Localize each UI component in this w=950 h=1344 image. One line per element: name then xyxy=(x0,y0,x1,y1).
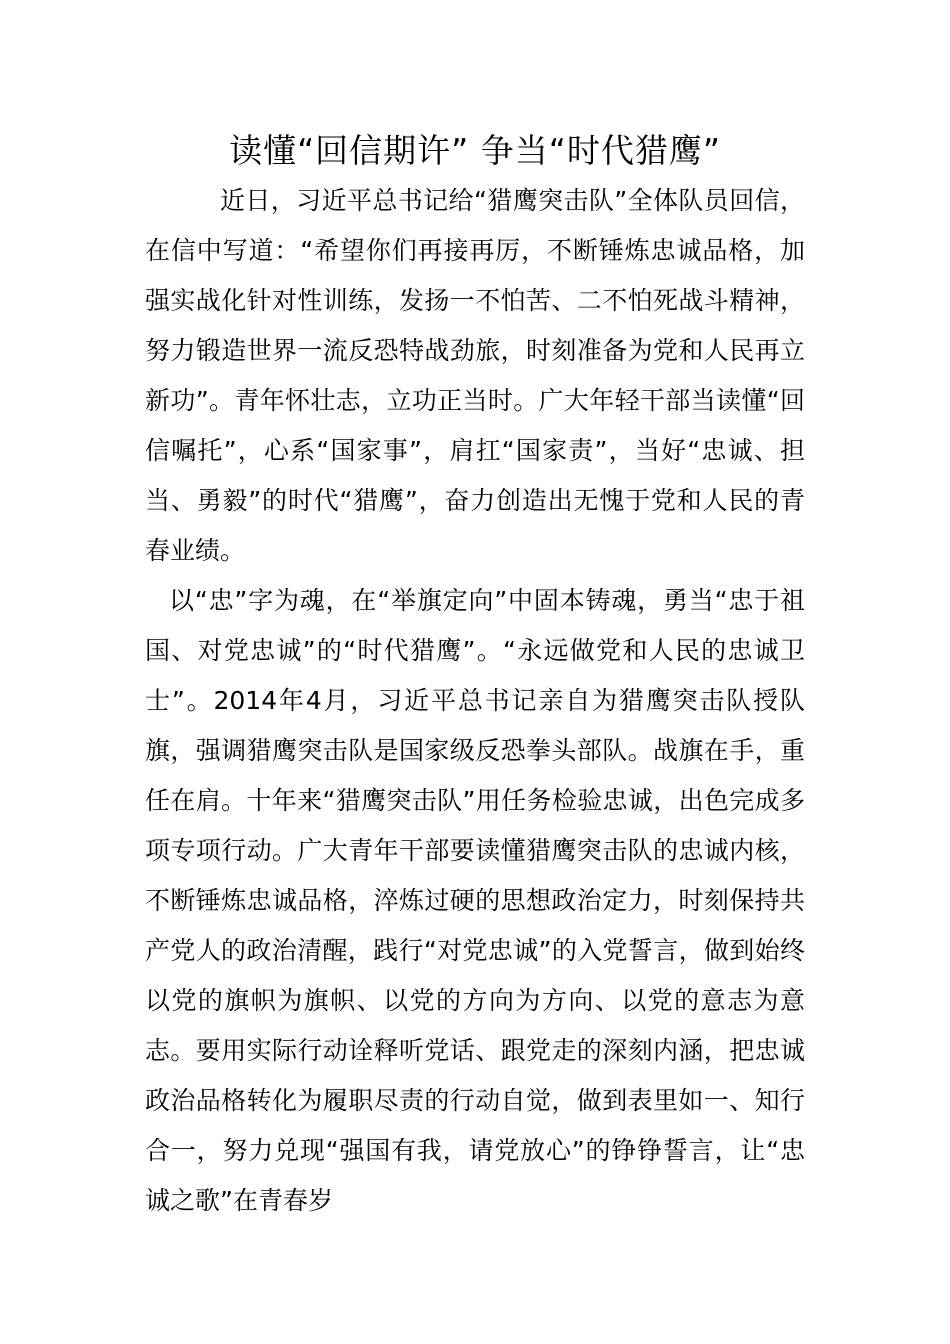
document-body xyxy=(145,176,805,1226)
paragraph-loyalty: 以“忠”字为魂，在“举旗定向”中固本铸魂，勇当“忠于祖国、对党忠诚”的“时代猎鹰”。“永远做党和人民的忠诚卫士”。2014年4月，习近平总书记亲自为猎鹰突击队授队旗，强调猎鹰突击队是国家级反恐拳头部队。战旗在手，重任在肩。十年来“猎鹰突击队”用任务检验忠诚，出色完成多项专项行动。广大青年干部要读懂猎鹰突击队的忠诚内核，不断锤炼忠诚品格，淬炼过硬的思想政治定力，时刻保持共产党人的政治清醒，践行“对党忠诚”的入党誓言，做到始终以党的旗帜为旗帜、以党的方向为方向、以党的意志为意志。要用实际行动诠释听党话、跟党走的深刻内涵，把忠诚政治品格转化为履职尽责的行动自觉，做到表里如一、知行合一，努力兑现“强国有我，请党放心”的铮铮誓言，让“忠诚之歌”在青春岁 xyxy=(145,586,805,1215)
paragraph-intro: 近日，习近平总书记给“猎鹰突击队”全体队员回信，在信中写道：“希望你们再接再厉，不断锤炼忠诚品格，加强实战化针对性训练，发扬一不怕苦、二不怕死战斗精神，努力锻造世界一流反恐特战劲旅，时刻准备为党和人民再立新功”。青年怀壮志，立功正当时。广大年轻干部当读懂“回信嘱托”，心系“国家事”，肩扛“国家责”，当好“忠诚、担当、勇毅”的时代“猎鹰”，奋力创造出无愧于党和人民的青春业绩。 xyxy=(145,186,805,565)
document-title: 读懂“回信期许” 争当“时代猎鹰” xyxy=(229,131,721,170)
